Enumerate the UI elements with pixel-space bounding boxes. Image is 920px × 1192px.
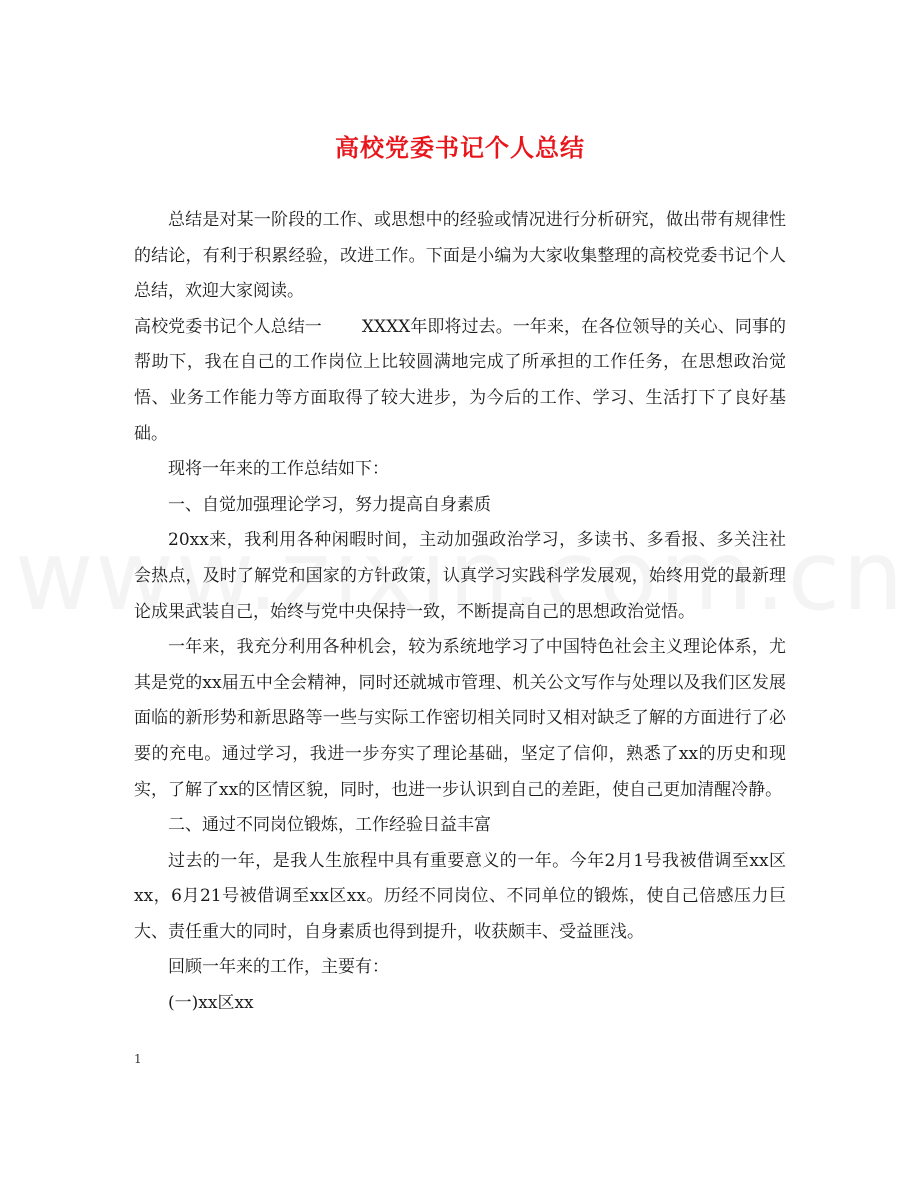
- section-body: XXXX年即将过去。一年来，在各位领导的关心、同事的帮助下，我在自己的工作岗位上比较圆满地完成了所承担的工作任务，在思想政治觉悟、业务工作能力等方面取得了较大进步，为今后的工作、学习、生活打下了良好基础。: [134, 316, 786, 444]
- summary-lead: 现将一年来的工作总结如下：: [168, 459, 389, 480]
- paragraph-3: 过去的一年，是我人生旅程中具有重要意义的一年。今年2月1号我被借调至xx区xx，6月21号被借调至xx区xx。历经不同岗位、不同单位的锻炼，使自己倍感压力巨大、责任重大的同时，自身素质也得到提升，收获颇丰、受益匪浅。: [134, 850, 786, 942]
- heading-1: 一、自觉加强理论学习，努力提高自身素质: [168, 494, 491, 515]
- section-heading: 高校党委书记个人总结一: [134, 316, 322, 337]
- document-title: 高校党委书记个人总结: [335, 134, 585, 162]
- review-lead: 回顾一年来的工作，主要有：: [168, 957, 389, 978]
- section-paragraph: [134, 310, 786, 452]
- intro-paragraph: 总结是对某一阶段的工作、或思想中的经验或情况进行分析研究，做出带有规律性的结论，有利于积累经验，改进工作。下面是小编为大家收集整理的高校党委书记个人总结，欢迎大家阅读。: [134, 210, 786, 302]
- subheading-1: (一)xx区xx: [168, 993, 254, 1014]
- page-number: 1: [134, 1052, 142, 1066]
- heading-2: 二、通过不同岗位锻炼，工作经验日益丰富: [168, 815, 491, 836]
- document-body: [134, 203, 786, 1022]
- paragraph-1: 20xx来，我利用各种闲暇时间，主动加强政治学习，多读书、多看报、多关注社会热点，及时了解党和国家的方针政策，认真学习实践科学发展观，始终用党的最新理论成果武装自己，始终与党中央保持一致，不断提高自己的思想政治觉悟。: [134, 530, 786, 622]
- paragraph-2: 一年来，我充分利用各种机会，较为系统地学习了中国特色社会主义理论体系，尤其是党的xx届五中全会精神，同时还就城市管理、机关公文写作与处理以及我们区发展面临的新形势和新思路等一些与实际工作密切相关同时又相对缺乏了解的方面进行了必要的充电。通过学习，我进一步夯实了理论基础，坚定了信仰，熟悉了xx的历史和现实，了解了xx的区情区貌，同时，也进一步认识到自己的差距，使自己更加清醒冷静。: [134, 637, 786, 800]
